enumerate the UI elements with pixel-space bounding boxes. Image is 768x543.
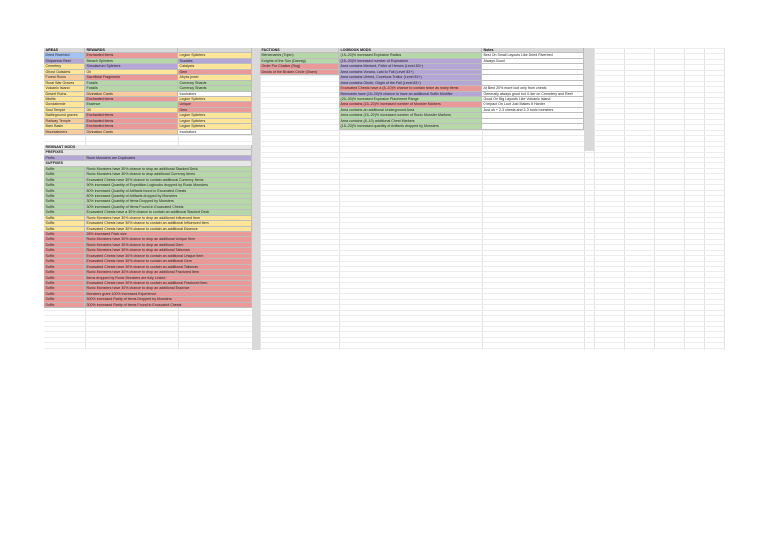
suffix-text: Runic Monsters have 30% chance to drop additional Currency Items — [85, 172, 252, 176]
area-name: Desert Ruins — [44, 92, 85, 96]
notes-header: Notes — [482, 48, 584, 52]
logbook-note: Best On Small Layouts Like Dried Riverbed — [482, 53, 584, 57]
area-reward-extra: Currency Shards — [178, 86, 252, 90]
suffix-text: Monsters grant 100% increased Experience — [85, 292, 252, 296]
faction-name: Order Pur Chalice (Rog) — [260, 64, 339, 68]
area-name: Battleground graves — [44, 113, 85, 117]
suffix-label: Suffix — [44, 216, 85, 220]
suffix-text: Runic Monsters have 30% chance to drop an additional Unique Item — [85, 237, 252, 241]
gridline — [44, 342, 724, 343]
area-reward: Enchanted items — [85, 97, 178, 101]
suffix-text: Excavated Chests have 30% chance to contain additional Currency Items — [85, 178, 252, 182]
area-reward: Fossils — [85, 81, 178, 85]
area-name: Gundabrede — [44, 102, 85, 106]
logbook-row — [339, 124, 584, 129]
logbook-mod: Area contains Medved, Feller of Heroes (Level 83+) — [339, 64, 482, 68]
logbook-mod: Area contains Olroth, Origin of the Fall (Level 83+) — [339, 81, 482, 85]
area-reward: Fossils — [85, 86, 178, 90]
logbook-mods-table — [339, 48, 584, 130]
logbook-note: Good On Big Layouts Like Volcanic Island — [482, 97, 584, 101]
suffix-text: Excavated Chests have 30% chance to contain an additional Fractured Item — [85, 281, 252, 285]
prefixes-title: PREFIXES — [44, 150, 252, 154]
area-name: Forest Ruins — [44, 75, 85, 79]
area-reward-extra: Legion Splinters — [178, 119, 252, 123]
suffix-text: 30% increased Quantity of Items Dropped by Monsters — [85, 199, 252, 203]
column-separator — [584, 48, 594, 151]
suffix-label: Suffix — [44, 286, 85, 290]
area-name: Mountaineers — [44, 130, 85, 134]
logbook-mod: (15–20)% increased number of Explosives — [339, 59, 482, 63]
area-reward: Enchanted items — [85, 119, 178, 123]
column-separator — [252, 48, 260, 350]
suffix-label: Suffix — [44, 254, 85, 258]
suffix-text: Runic Monsters have 30% chance to drop an additional Fractured Item — [85, 270, 252, 274]
logbook-mod: Area contains Vorana, Last to Fall (Level 83+) — [339, 70, 482, 74]
logbook-note: At Best 20% more loot only from chests — [482, 86, 584, 90]
area-reward-extra: Catalysts — [178, 64, 252, 68]
suffix-label: Suffix — [44, 183, 85, 187]
area-reward: Enchanted items — [85, 124, 178, 128]
suffix-label: Suffix — [44, 281, 85, 285]
area-reward: Oil — [85, 108, 178, 112]
suffix-label: Suffix — [44, 237, 85, 241]
prefix-text: Rune Monsters are Duplicated — [85, 156, 252, 160]
logbook-note — [482, 64, 584, 68]
faction-name: Druids of the Broken Circle (Gwen) — [260, 70, 339, 74]
area-name: Volcanic Island — [44, 86, 85, 90]
area-reward: Oil — [85, 70, 178, 74]
areas-table — [44, 48, 252, 308]
area-name: Misfits — [44, 97, 85, 101]
area-name: Ghost Outskirts — [44, 70, 85, 74]
suffix-text: Items dropped by Runic Monsters are fully Linked — [85, 276, 252, 280]
area-reward-extra: Abyss jewel — [178, 75, 252, 79]
suffix-text: 80% increased Quantity of Artifacts dropped by Monsters — [85, 194, 252, 198]
gridline — [44, 331, 724, 332]
suffix-text: 300% increased Rarity of Items Found in Excavated Chests — [85, 303, 252, 307]
suffix-label: Suffix — [44, 270, 85, 274]
suffix-label: Suffix — [44, 210, 85, 214]
area-name: Railway Temple — [44, 119, 85, 123]
area-name: Cemetery — [44, 64, 85, 68]
area-reward: Essence — [85, 102, 178, 106]
gridline — [44, 348, 724, 349]
suffix-text: Excavated Chests have 30% chance to contain an additional Talisman — [85, 265, 252, 269]
logbook-note — [482, 70, 584, 74]
suffix-text: 300% increased Rarity of Items Dropped by Monsters — [85, 297, 252, 301]
suffix-label: Suffix — [44, 265, 85, 269]
factions-table — [260, 48, 339, 75]
suffix-label: Suffix — [44, 292, 85, 296]
logbook-note — [482, 75, 584, 79]
logbook-mod: Area contains an additional Underground Area — [339, 108, 482, 112]
rewards-header: REWARDS — [85, 48, 178, 52]
logbook-mod: Area contains (8–10) additional Chest Markers — [339, 119, 482, 123]
suffix-label: Suffix — [44, 297, 85, 301]
suffix-label: Suffix — [44, 227, 85, 231]
area-reward: Breach Splinters — [85, 59, 178, 63]
suffix-label: Suffix — [44, 189, 85, 193]
suffix-text: Excavated Chests have 30% chance to contain an additional Influenced Item — [85, 221, 252, 225]
logbook-mod: (15–20)% increased quantity of Artifacts dropped by Monsters — [339, 124, 482, 128]
suffix-label: Suffix — [44, 194, 85, 198]
suffix-text: Runic Monsters have 30% chance to drop an additional Essence — [85, 286, 252, 290]
suffix-text: 28% increased Pack size — [85, 232, 252, 236]
suffix-text: 90% increased Quantity of Expedition Logbooks dropped by Runic Monsters — [85, 183, 252, 187]
spacer — [44, 135, 252, 145]
suffix-text: 80% increased Quantity of Artifacts found in Excavated Chests — [85, 189, 252, 193]
area-reward-extra: Gem — [178, 70, 252, 74]
faction-name: Mercenaries (Tujen) — [260, 53, 339, 57]
area-name: Rural War Graves — [44, 81, 85, 85]
logbook-note: Always Good — [482, 59, 584, 63]
remnant-mods-title: REMNANT MODS — [44, 145, 252, 149]
gridline — [44, 321, 724, 322]
prefix-label: Prefix — [44, 156, 85, 160]
suffix-label: Suffix — [44, 172, 85, 176]
gridline — [44, 310, 724, 311]
logbook-mod: (15–20)% increased Explosive Radius — [339, 53, 482, 57]
suffix-label: Suffix — [44, 167, 85, 171]
areas-body — [44, 53, 252, 135]
suffix-label: Suffix — [44, 232, 85, 236]
suffixes-title: SUFFIXES — [44, 161, 252, 165]
logbook-note: Generally always good but X-tier on Cemetery and Reef — [482, 92, 584, 96]
area-reward: Divination Cards — [85, 92, 178, 96]
logbook-mod: Area contains (15–20)% increased number of Runic Monster Markers — [339, 113, 482, 117]
area-reward: Simulacrum Splinters — [85, 64, 178, 68]
rewards-extra-header — [178, 48, 252, 52]
suffix-label: Suffix — [44, 221, 85, 225]
area-reward-extra: Currency Shards — [178, 81, 252, 85]
area-reward: Enchanted items — [85, 113, 178, 117]
suffix-text: Runic Monsters have 30% chance to drop an additional Talisman — [85, 248, 252, 252]
logbook-body — [339, 53, 584, 129]
suffix-text: Runic Monsters have 30% chance to drop an additional Influenced Item — [85, 216, 252, 220]
area-reward-extra: Legion Splinters — [178, 113, 252, 117]
areas-header: AREAS — [44, 48, 85, 52]
area-reward-extra: Incubators — [178, 92, 252, 96]
suffix-body — [44, 167, 252, 308]
area-reward: Sacrificial Fragments — [85, 75, 178, 79]
suffix-row — [44, 303, 252, 308]
logbook-note — [482, 124, 584, 128]
faction-row — [260, 70, 339, 75]
logbook-mod: Excavated Chests have a (8–10)% chance to contain twice as many items — [339, 86, 482, 90]
suffix-label: Suffix — [44, 303, 85, 307]
area-name: Barn Basin — [44, 124, 85, 128]
area-reward-extra: Incubators — [178, 130, 252, 134]
faction-name: Knights of the Sun (Dannig) — [260, 59, 339, 63]
suffix-text: Excavated Chests have 30% chance to contain an additional Unique Item — [85, 254, 252, 258]
gridline — [44, 315, 724, 316]
logbook-note: 0 impact On Loot Just Makes It Harder — [482, 102, 584, 106]
suffix-label: Suffix — [44, 276, 85, 280]
suffix-text: Excavated Chests have 30% chance to contain an additional Essence — [85, 227, 252, 231]
logbook-note — [482, 113, 584, 117]
area-reward-extra: Unique — [178, 102, 252, 106]
logbook-mod: Area contains (15–20)% increased number of Monster Markers — [339, 102, 482, 106]
suffix-text: 30% increased Quantity of Items Found in Excavated Chests — [85, 205, 252, 209]
area-name: Dried Riverbed — [44, 53, 85, 57]
suffix-label: Suffix — [44, 199, 85, 203]
logbook-mod: (20–30)% increased Explosive Placement Range — [339, 97, 482, 101]
suffix-text: Runic Monsters have 30% chance to drop an additional Gem — [85, 243, 252, 247]
logbook-note — [482, 81, 584, 85]
spreadsheet — [44, 48, 724, 350]
area-reward: Enchanted items — [85, 53, 178, 57]
factions-body — [260, 53, 339, 75]
suffix-text: Excavated Chests have 30% chance to contain an additional Gem — [85, 259, 252, 263]
area-reward-extra: Legion Splinters — [178, 97, 252, 101]
logbook-mod: Remnants have (15–20)% chance to have an additional Suffix Modifier — [339, 92, 482, 96]
logbook-mods-header: LOGBOOK MODS — [339, 48, 482, 52]
suffix-label: Suffix — [44, 259, 85, 263]
area-reward-extra: Gem — [178, 108, 252, 112]
suffix-label: Suffix — [44, 243, 85, 247]
area-reward: Divination Cards — [85, 130, 178, 134]
logbook-mod: Area contains Uhtred, Covetous Traitor (Level 83+) — [339, 75, 482, 79]
gridline — [44, 337, 724, 338]
area-name: Shipwreck Reef — [44, 59, 85, 63]
logbook-note — [482, 119, 584, 123]
suffix-label: Suffix — [44, 248, 85, 252]
suffix-label: Suffix — [44, 205, 85, 209]
area-reward-extra: Legion Splinters — [178, 124, 252, 128]
suffix-text: Excavated Chests have a 30% chance to contain an additional Stacked Deck — [85, 210, 252, 214]
gridline — [44, 326, 724, 327]
logbook-note: Just ok + 2-3 chests and 2-3 runic monsters — [482, 108, 584, 112]
area-name: Soul Temple — [44, 108, 85, 112]
area-reward-extra: Legion Splinters — [178, 53, 252, 57]
suffix-text: Runic Monsters have 30% chance to drop an additional Stacked Deck — [85, 167, 252, 171]
suffix-label: Suffix — [44, 178, 85, 182]
gridline — [724, 48, 725, 350]
area-reward-extra: Scarabs — [178, 59, 252, 63]
factions-header: FACTIONS — [260, 48, 339, 52]
